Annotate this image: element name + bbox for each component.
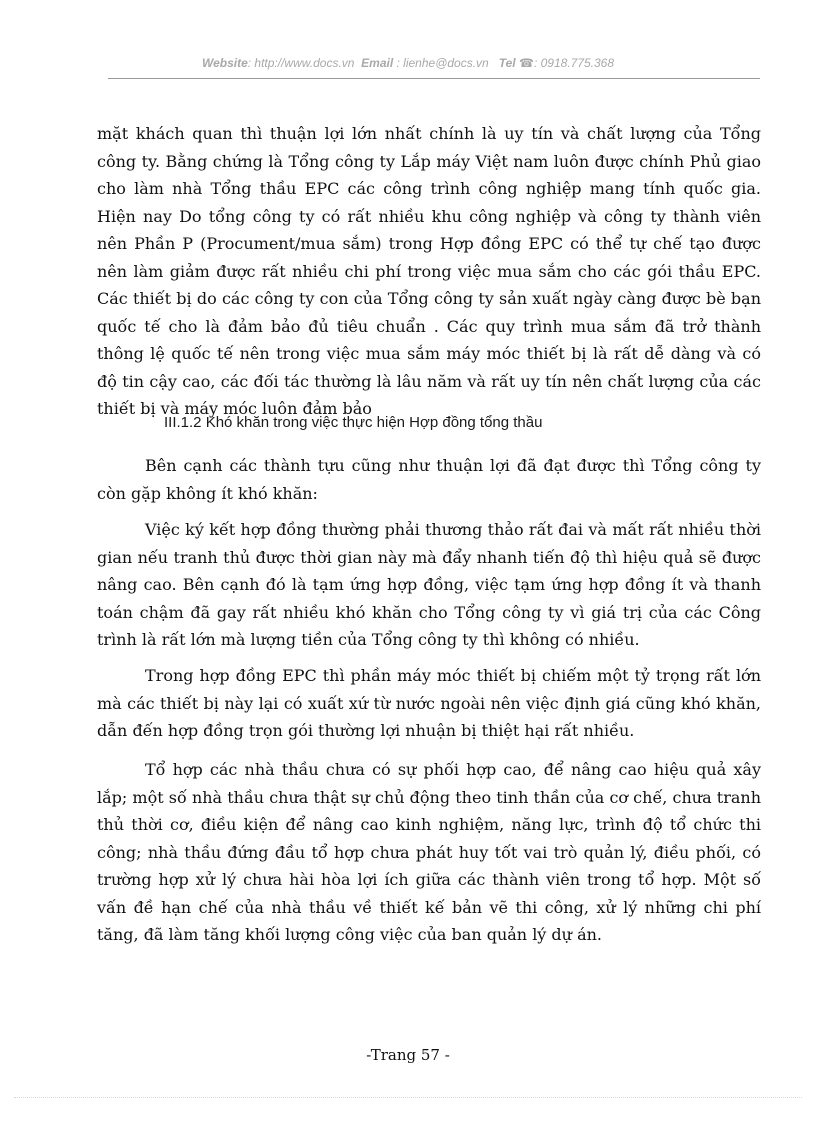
page-header [0,56,816,70]
paragraph-difficulties-intro: Bên cạnh các thành tựu cũng như thuận lợi đã đạt được thì Tổng công ty còn gặp không ít khó khăn: [97,456,761,503]
paragraph-advantages: mặt khách quan thì thuận lợi lớn nhất chính là uy tín và chất lượng của Tổng công ty. Bằng chứng là Tổng công ty Lắp máy Việt nam luôn được chính Phủ giao cho làm nhà Tổng thầu EPC các công trình công nghiệp mang tính quốc gia. Hiện nay Do tổng công ty có rất nhiều khu công nghiệp và công ty thành viên nên Phần P (Procument/mua sắm) trong Hợp đồng EPC có thể tự chế tạo được nên làm giảm được rất nhiều chi phí trong việc mua sắm cho các gói thầu EPC. Các thiết bị do các công ty con của Tổng công ty sản xuất ngày càng được bè bạn quốc tế cho là đảm bảo đủ tiêu chuẩn . Các quy trình mua sắm đã trở thành thông lệ quốc tế nên trong việc mua sắm máy móc thiết bị là rất dễ dàng và có độ tin cậy cao, các đối tác thường là lâu năm và rất uy tín nên chất lượng của các thiết bị và máy móc luôn đảm bảo [97,124,761,418]
section-heading: III.1.2 Khó khăn trong việc thực hiện Hợp đồng tổng thầu [164,414,543,431]
tel-value: : 0918.775.368 [533,56,615,70]
tel-label: Tel [498,56,516,70]
email-label: Email [361,56,394,70]
paragraph-contract-signing: Việc ký kết hợp đồng thường phải thương thảo rất đai và mất rất nhiều thời gian nếu tranh thủ được thời gian này mà đẩy nhanh tiến độ thì hiệu quả sẽ được nâng cao. Bên cạnh đó là tạm ứng hợp đồng, việc tạm ứng hợp đồng ít và thanh toán chậm đã gay rất nhiều khó khăn cho Tổng công ty vì giá trị của các Công trình là rất lớn mà lượng tiền của Tổng công ty thì không có nhiều. [97,520,761,649]
page-number: -Trang 57 - [366,1046,450,1064]
website-value: : http://www.docs.vn [247,56,355,70]
paragraph-equipment-cost: Trong hợp đồng EPC thì phần máy móc thiết bị chiếm một tỷ trọng rất lớn mà các thiết bị này lại có xuất xứ từ nước ngoài nên việc định giá cũng khó khăn, dẫn đến hợp đồng trọn gói thường lợi nhuận bị thiệt hại rất nhiều. [97,666,761,740]
email-value: : lienhe@docs.vn [396,56,489,70]
phone-icon: ☎ [519,56,534,70]
website-label: Website [201,56,248,70]
bottom-divider [14,1097,802,1098]
header-divider [108,78,760,79]
paragraph-contractor-coordination: Tổ hợp các nhà thầu chưa có sự phối hợp cao, để nâng cao hiệu quả xây lắp; một số nhà thầu chưa thật sự chủ động theo tinh thần của cơ chế, chưa tranh thủ thời cơ, điều kiện để nâng cao kinh nghiệm, năng lực, trình độ tổ chức thi công; nhà thầu đứng đầu tổ hợp chưa phát huy tốt vai trò quản lý, điều phối, có trường hợp xử lý chưa hài hòa lợi ích giữa các thành viên trong tổ hợp. Một số vấn đề hạn chế của nhà thầu về thiết kế bản vẽ thi công, xử lý những chi phí tăng, đã làm tăng khối lượng công việc của ban quản lý dự án. [97,760,761,944]
